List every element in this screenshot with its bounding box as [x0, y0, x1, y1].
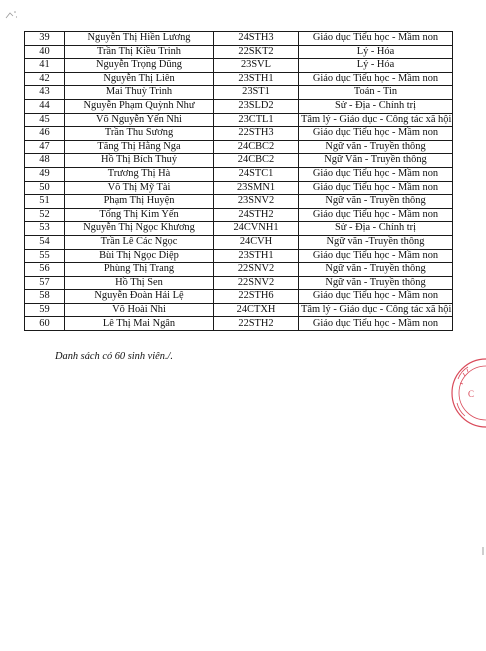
row-number-cell: 49 — [25, 167, 65, 181]
major-cell: Ngữ văn - Truyền thông — [299, 140, 453, 154]
major-cell: Giáo dục Tiểu học - Mầm non — [299, 32, 453, 46]
student-list-body — [25, 32, 453, 331]
scan-speck-icon — [4, 10, 18, 20]
summary-note: Danh sách có 60 sinh viên./. — [55, 351, 174, 362]
table-row — [25, 113, 453, 127]
row-number-cell: 56 — [25, 263, 65, 277]
student-list-table — [24, 31, 453, 331]
seal-text: C — [468, 389, 475, 399]
row-number-cell: 48 — [25, 154, 65, 168]
class-code-cell: 23SNV2 — [214, 195, 299, 209]
student-name-cell: Phùng Thị Trang — [65, 263, 214, 277]
table-row — [25, 317, 453, 331]
table-row — [25, 276, 453, 290]
class-code-cell: 24STC1 — [214, 167, 299, 181]
class-code-cell: 22STH3 — [214, 127, 299, 141]
student-name-cell: Trương Thị Hà — [65, 167, 214, 181]
student-name-cell: Võ Hoài Nhi — [65, 303, 214, 317]
class-code-cell: 23ST1 — [214, 86, 299, 100]
student-name-cell: Tăng Thị Hằng Nga — [65, 140, 214, 154]
student-name-cell: Hồ Thị Sen — [65, 276, 214, 290]
student-name-cell: Nguyễn Thị Liên — [65, 72, 214, 86]
major-cell: Giáo dục Tiểu học - Mầm non — [299, 208, 453, 222]
table-row — [25, 167, 453, 181]
table-row — [25, 86, 453, 100]
student-name-cell: Võ Nguyễn Yến Nhi — [65, 113, 214, 127]
class-code-cell: 24STH3 — [214, 32, 299, 46]
table-row — [25, 195, 453, 209]
table-row — [25, 235, 453, 249]
row-number-cell: 50 — [25, 181, 65, 195]
major-cell: Giáo dục Tiểu học - Mầm non — [299, 127, 453, 141]
row-number-cell: 57 — [25, 276, 65, 290]
major-cell: Tâm lý - Giáo dục - Công tác xã hội — [299, 303, 453, 317]
table-row — [25, 208, 453, 222]
official-seal-icon — [448, 357, 486, 429]
class-code-cell: 23STH1 — [214, 72, 299, 86]
major-cell: Giáo dục Tiểu học - Mầm non — [299, 317, 453, 331]
row-number-cell: 44 — [25, 99, 65, 113]
major-cell: Lý - Hóa — [299, 45, 453, 59]
row-number-cell: 42 — [25, 72, 65, 86]
row-number-cell: 40 — [25, 45, 65, 59]
major-cell: Sử - Địa - Chính trị — [299, 99, 453, 113]
table-row — [25, 59, 453, 73]
table-row — [25, 303, 453, 317]
student-name-cell: Trần Thu Sương — [65, 127, 214, 141]
major-cell: Toán - Tin — [299, 86, 453, 100]
table-row — [25, 290, 453, 304]
student-name-cell: Nguyễn Trọng Dũng — [65, 59, 214, 73]
row-number-cell: 60 — [25, 317, 65, 331]
student-name-cell: Phạm Thị Huyện — [65, 195, 214, 209]
table-row — [25, 72, 453, 86]
class-code-cell: 24CVH — [214, 235, 299, 249]
class-code-cell: 24CBC2 — [214, 140, 299, 154]
class-code-cell: 23SVL — [214, 59, 299, 73]
table-row — [25, 45, 453, 59]
row-number-cell: 46 — [25, 127, 65, 141]
class-code-cell: 22SNV2 — [214, 263, 299, 277]
class-code-cell: 24STH2 — [214, 208, 299, 222]
major-cell: Giáo dục Tiểu học - Mầm non — [299, 167, 453, 181]
table-row — [25, 32, 453, 46]
major-cell: Giáo dục Tiểu học - Mầm non — [299, 72, 453, 86]
row-number-cell: 58 — [25, 290, 65, 304]
row-number-cell: 45 — [25, 113, 65, 127]
row-number-cell: 47 — [25, 140, 65, 154]
class-code-cell: 23SLD2 — [214, 99, 299, 113]
table-row — [25, 140, 453, 154]
table-row — [25, 263, 453, 277]
row-number-cell: 53 — [25, 222, 65, 236]
class-code-cell: 24CVNH1 — [214, 222, 299, 236]
student-name-cell: Nguyễn Thị Ngọc Khương — [65, 222, 214, 236]
table-row — [25, 249, 453, 263]
class-code-cell: 22SNV2 — [214, 276, 299, 290]
major-cell: Tâm lý - Giáo dục - Công tác xã hội — [299, 113, 453, 127]
major-cell: Ngữ văn - Truyền thông — [299, 276, 453, 290]
class-code-cell: 23CTL1 — [214, 113, 299, 127]
student-name-cell: Lê Thị Mai Ngân — [65, 317, 214, 331]
row-number-cell: 43 — [25, 86, 65, 100]
row-number-cell: 51 — [25, 195, 65, 209]
table-row — [25, 181, 453, 195]
row-number-cell: 54 — [25, 235, 65, 249]
major-cell: Lý - Hóa — [299, 59, 453, 73]
row-number-cell: 39 — [25, 32, 65, 46]
major-cell: Giáo dục Tiểu học - Mầm non — [299, 249, 453, 263]
class-code-cell: 22SKT2 — [214, 45, 299, 59]
class-code-cell: 24CTXH — [214, 303, 299, 317]
row-number-cell: 52 — [25, 208, 65, 222]
student-name-cell: Nguyễn Phạm Quỳnh Như — [65, 99, 214, 113]
student-name-cell: Trần Thị Kiều Trinh — [65, 45, 214, 59]
student-name-cell: Mai Thuỳ Trinh — [65, 86, 214, 100]
class-code-cell: 24CBC2 — [214, 154, 299, 168]
student-name-cell: Trần Lê Các Ngọc — [65, 235, 214, 249]
table-row — [25, 99, 453, 113]
student-name-cell: Nguyễn Đoàn Hải Lệ — [65, 290, 214, 304]
student-name-cell: Võ Thị Mỹ Tài — [65, 181, 214, 195]
table-row — [25, 127, 453, 141]
student-name-cell: Bùi Thị Ngọc Diệp — [65, 249, 214, 263]
major-cell: Ngữ văn -Truyền thông — [299, 235, 453, 249]
class-code-cell: 22STH2 — [214, 317, 299, 331]
class-code-cell: 22STH6 — [214, 290, 299, 304]
student-name-cell: Hồ Thị Bích Thuỷ — [65, 154, 214, 168]
row-number-cell: 55 — [25, 249, 65, 263]
student-name-cell: Tống Thị Kim Yến — [65, 208, 214, 222]
row-number-cell: 41 — [25, 59, 65, 73]
table-row — [25, 222, 453, 236]
scan-edge-mark — [482, 547, 484, 555]
major-cell: Giáo dục Tiểu học - Mầm non — [299, 181, 453, 195]
major-cell: Giáo dục Tiểu học - Mầm non — [299, 290, 453, 304]
major-cell: Sử - Địa - Chính trị — [299, 222, 453, 236]
major-cell: Ngữ văn - Truyền thông — [299, 195, 453, 209]
class-code-cell: 23STH1 — [214, 249, 299, 263]
row-number-cell: 59 — [25, 303, 65, 317]
class-code-cell: 23SMN1 — [214, 181, 299, 195]
major-cell: Ngữ văn - Truyền thông — [299, 263, 453, 277]
major-cell: Ngữ Văn - Truyền thông — [299, 154, 453, 168]
table-row — [25, 154, 453, 168]
student-name-cell: Nguyễn Thị Hiền Lương — [65, 32, 214, 46]
